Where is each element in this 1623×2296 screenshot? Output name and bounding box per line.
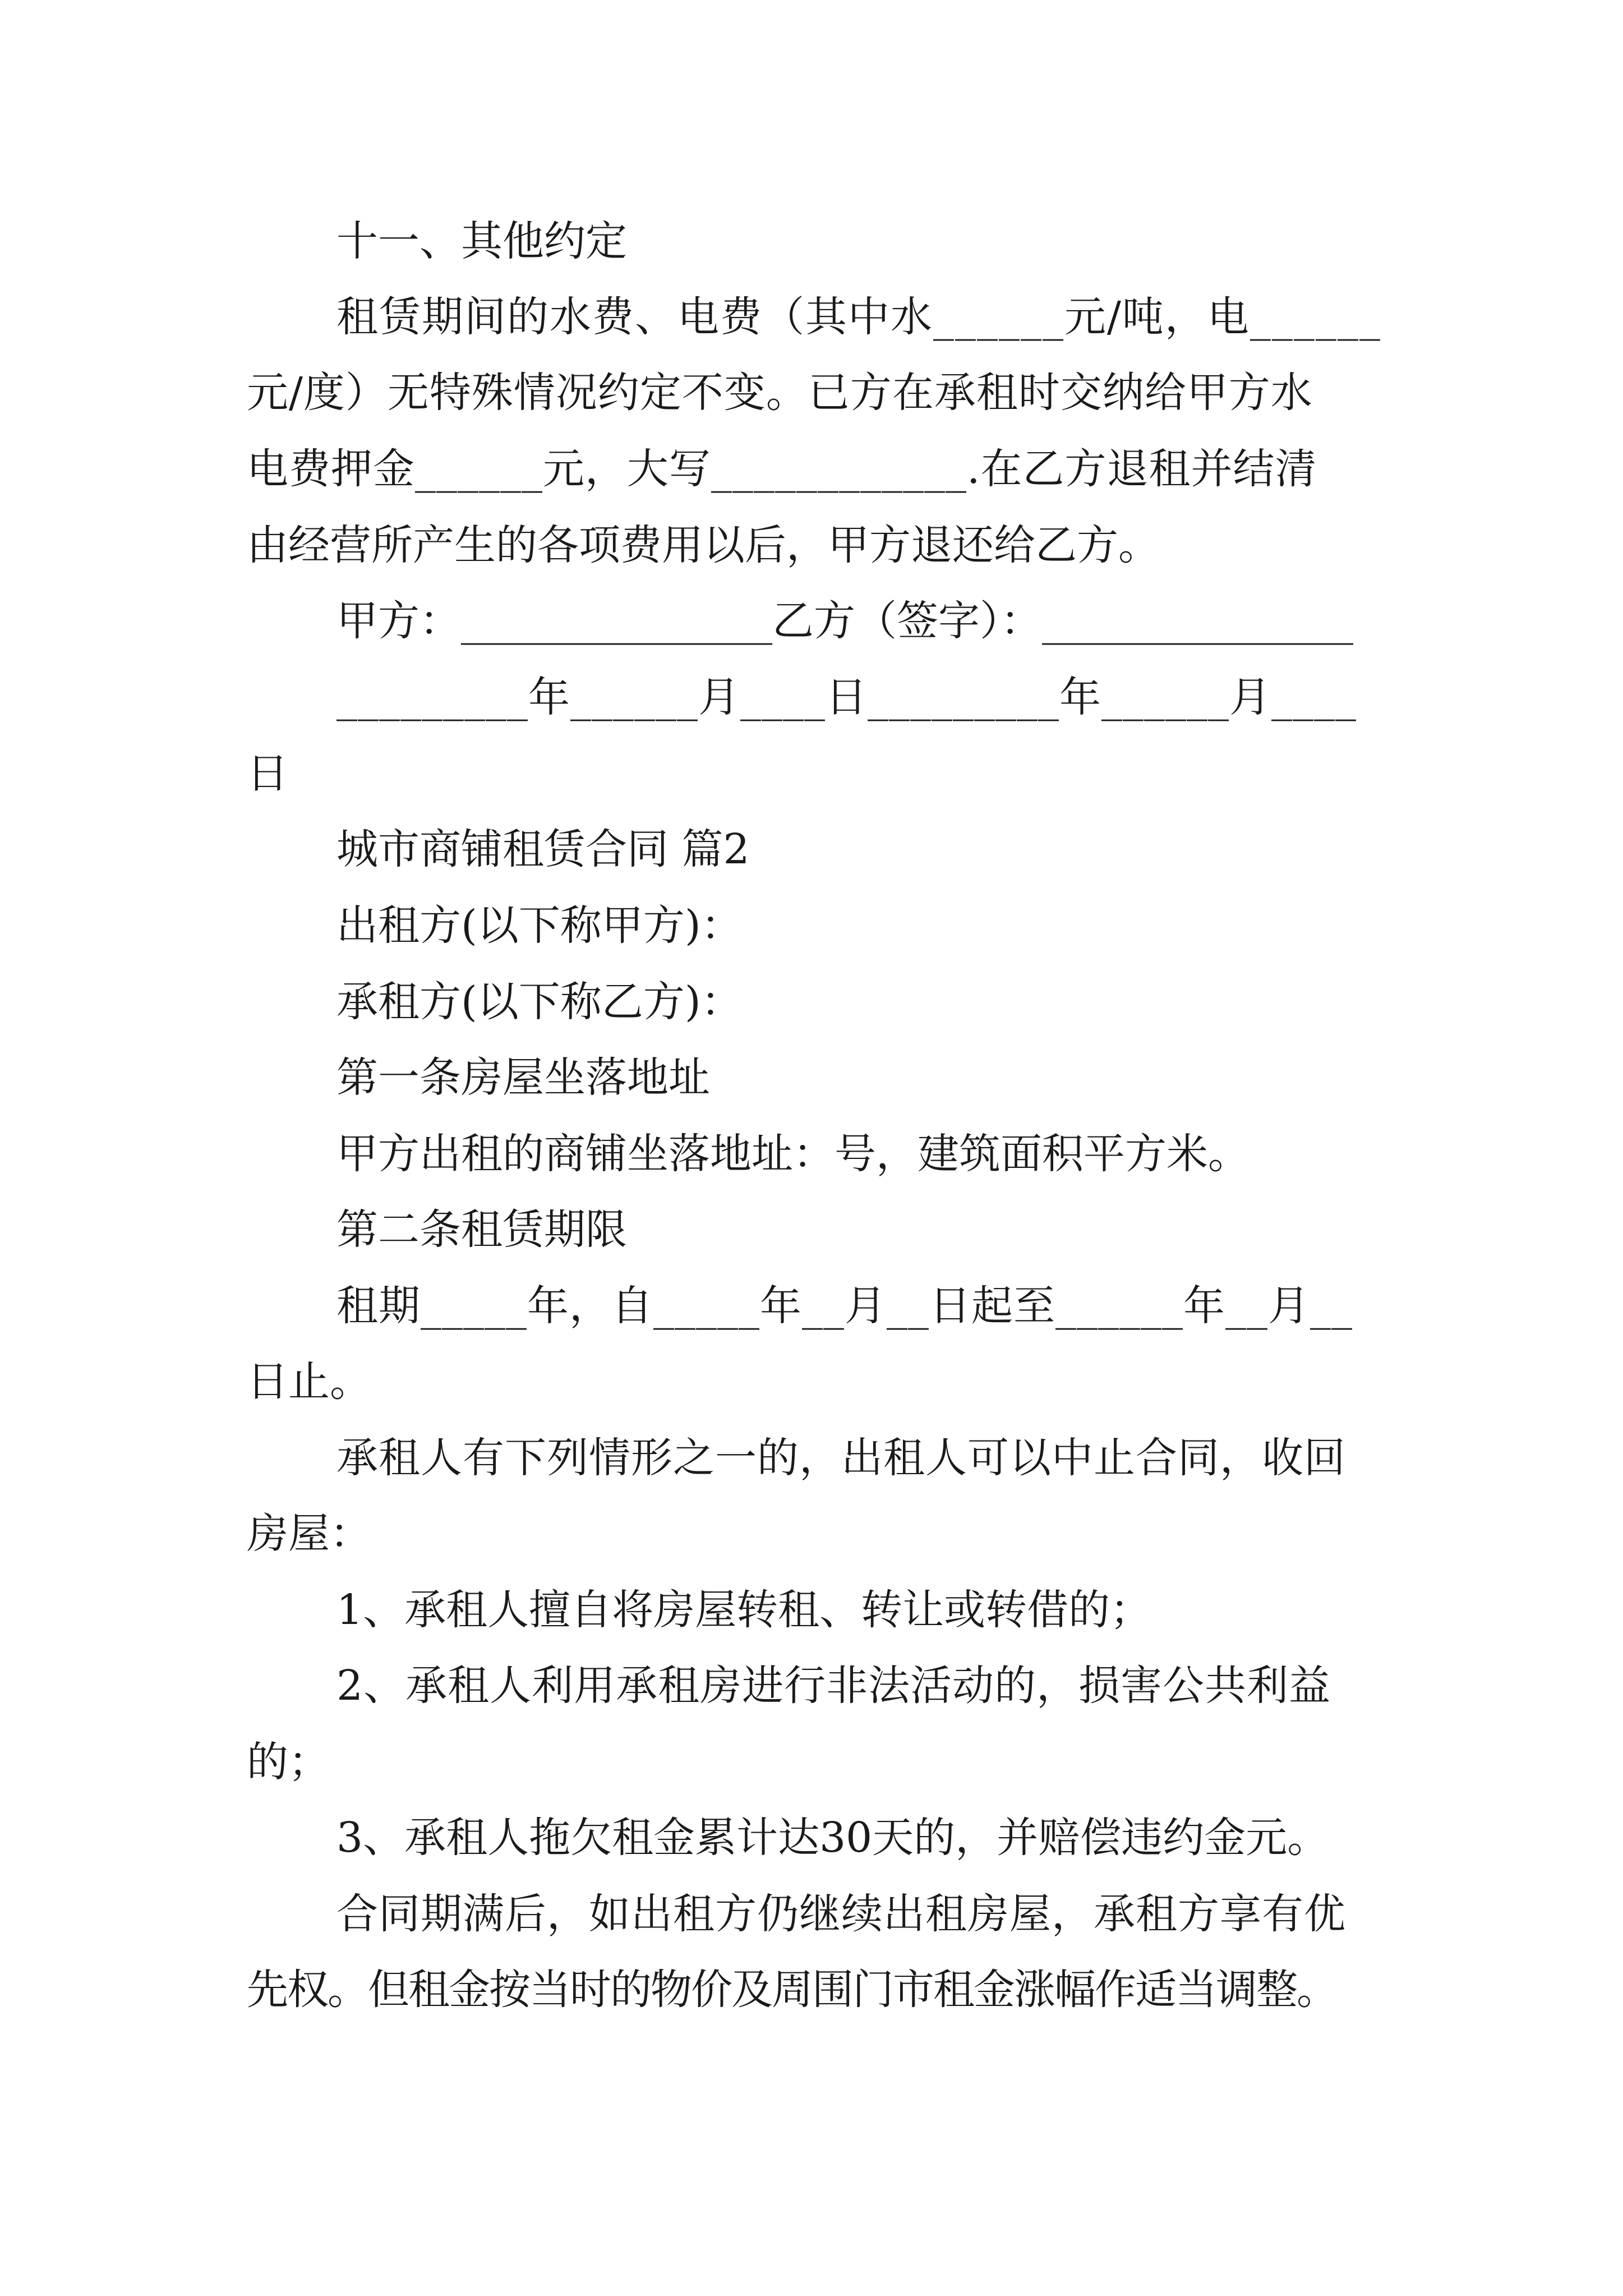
paragraph-line: 租期_____年，自_____年__月__日起至______年__月__ (336, 1282, 1353, 1330)
list-item: 1、承租人擅自将房屋转租、转让或转借的； (336, 1586, 1152, 1634)
article-heading: 第一条房屋坐落地址 (336, 1053, 710, 1102)
paragraph-line: 承租人有下列情形之一的，出租人可以中止合同，收回 (336, 1434, 1346, 1482)
paragraph-line: 先权。但租金按当时的物价及周围门市租金涨幅作适当调整。 (247, 1966, 1337, 2014)
list-item: 2、承租人利用承租房进行非法活动的，损害公共利益 (336, 1662, 1331, 1710)
signature-line: 甲方：_______________乙方（签字）：_______________ (336, 597, 1353, 645)
paragraph-line: 电费押金______元，大写____________.在乙方退租并结清 (247, 445, 1317, 493)
paragraph-line: 日止。 (247, 1358, 371, 1406)
paragraph-line: 合同期满后，如出租方仍继续出租房屋，承租方享有优 (336, 1890, 1346, 1938)
list-item: 3、承租人拖欠租金累计达30天的，并赔偿违约金元。 (336, 1814, 1329, 1862)
list-item: 的； (247, 1738, 330, 1786)
paragraph-line: 元/度）无特殊情况约定不变。已方在承租时交纳给甲方水 (247, 369, 1313, 417)
party-line: 承租方(以下称乙方)： (336, 978, 743, 1026)
paragraph-line: 房屋： (247, 1510, 371, 1558)
document-title: 城市商铺租赁合同 篇2 (336, 825, 750, 873)
date-line: _________年______月____日_________年______月____ (336, 673, 1357, 721)
paragraph-line: 由经营所产生的各项费用以后，甲方退还给乙方。 (247, 521, 1160, 569)
article-heading: 第二条租赁期限 (336, 1205, 627, 1254)
party-line: 出租方(以下称甲方)： (336, 901, 743, 950)
paragraph-line: 甲方出租的商铺坐落地址：号，建筑面积平方米。 (336, 1130, 1249, 1178)
section-heading: 十一、其他约定 (336, 217, 627, 265)
paragraph-line: 租赁期间的水费、电费（其中水______元/吨，电______ (336, 293, 1381, 341)
date-line: 日 (247, 749, 288, 798)
